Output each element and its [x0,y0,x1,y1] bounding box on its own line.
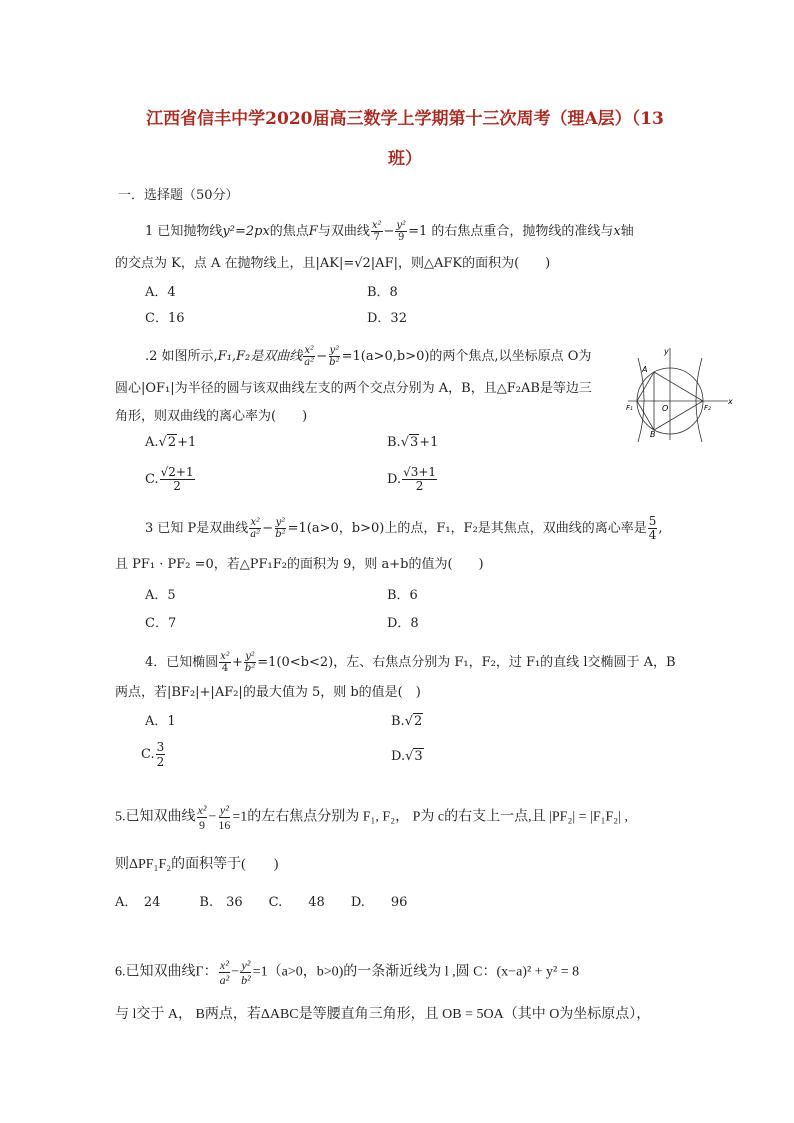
q2-line1: .2 如图所示,F₁,F₂是双曲线 $\frac{\text{x²}}{\text{a²}}$ − $\frac{\text{y²}}{\text{b²}}$ =1(a>0,b>0)的两个焦点,以坐标原点 O为 [145,345,592,368]
q1-option-d[interactable]: D．32 [367,311,407,326]
q3-line1: 3 已知 P是双曲线 $\frac{\text{x²}}{\text{a²}}$ − $\frac{\text{y²}}{\text{b²}}$ =1(a>0，b>0)上的点，F₁，F₂是其焦点，双曲线的离心率是 $\frac{5}{4}$ , [145,514,663,542]
label-a: A [642,365,648,374]
fraction: $\frac{\text{x²}}{7}$ [371,220,382,243]
fraction: $\frac{\text{y²}}{\text{b²}}$ [244,651,256,674]
q3-option-d[interactable]: D．8 [387,616,419,631]
q5-line2: 则ΔPF₁F₂的面积等于( ) [115,857,279,872]
q3-option-c[interactable]: C．7 [145,616,177,631]
fraction: $\frac{\text{y²}}{16}$ [218,803,231,832]
q2-option-b[interactable]: B.√3+1 [387,435,439,450]
fraction: $\frac{\text{x²}}{4}$ [220,651,230,674]
q5-options[interactable]: A． 24 B. 36 C. 48 D. 96 [115,895,408,910]
fraction: $\frac{5}{4}$ [648,514,657,542]
q4-option-d[interactable]: D.√3 [391,749,423,764]
q3-option-a[interactable]: A．5 [145,588,176,603]
q1-option-b[interactable]: B．8 [367,285,398,300]
q2-option-a[interactable]: A.√2+1 [145,435,197,450]
q4-option-c[interactable]: C. $\frac{3}{2}$ [141,740,165,769]
exam-title-line2: 班） [388,149,422,169]
fraction: $\frac{\text{y²}}{9}$ [396,220,407,243]
exam-title-line1: 江西省信丰中学2020届高三数学上学期第十三次周考（理A层）（13 [146,109,664,129]
q4-option-a[interactable]: A．1 [145,714,176,729]
section-heading: 一．选择题（50分） [118,188,239,203]
fraction: $\frac{\text{y²}}{\text{b²}}$ [275,517,286,540]
q4-line1: 4．已知椭圆 $\frac{\text{x²}}{4}$ + $\frac{\text{y²}}{\text{b²}}$ =1(0<b<2)，左、右焦点分别为 F₁，F₂，过 F₁的直线 l交椭圆于 A，B [145,651,676,674]
q1-option-a[interactable]: A．4 [145,285,176,300]
q2-option-c[interactable]: C. $\frac{√2+1}{2}$ [145,465,194,493]
q1-line2: 的交点为 K，点 A 在抛物线上，且|AK|=√2|AF|，则△AFK的面积为( ) [115,256,551,271]
q2-line3: 角形，则双曲线的离心率为( ) [115,409,308,424]
q2-line2: 圆心|OF₁|为半径的圆与该双曲线左支的两个交点分别为 A，B，且△F₂AB是等边三 [115,381,592,396]
label-f2: F₂ [704,404,711,412]
fraction: $\frac{\text{y²}}{\text{b²}}$ [329,345,340,368]
label-x: x [728,397,733,406]
q1-option-c[interactable]: C．16 [145,311,185,326]
label-f1: F₁ [626,404,633,412]
q4-option-b[interactable]: B.√2 [391,714,423,729]
q5-line1: 5.已知双曲线 $\frac{\text{x²}}{9}$ − $\frac{\text{y²}}{16}$ =1的左右焦点分别为 F₁, F₂， P为 c的右支上一点,且 |PF₂| = |F₁F₂| , [115,803,628,832]
fraction: $\frac{\text{x²}}{\text{a²}}$ [219,958,230,987]
q4-line2: 两点，若|BF₂|+|AF₂|的最大值为 5，则 b的值是( ) [115,685,421,700]
q3-option-b[interactable]: B．6 [387,588,418,603]
q3-line2: 且 PF₁ · PF₂ =0，若△PF₁F₂的面积为 9，则 a+b的值为( ) [115,557,484,572]
q6-line2: 与 l交于 A， B两点，若ΔABC是等腰直角三角形，且 OB = 5OA（其中 O为坐标原点）， [115,1007,651,1022]
fraction: $\frac{\text{x²}}{\text{a²}}$ [250,517,261,540]
q6-line1: 6.已知双曲线Γ： $\frac{\text{x²}}{\text{a²}}$ − $\frac{\text{y²}}{\text{b²}}$ =1（a>0，b>0)的一条渐近线为 l ,圆 C：(x−a)² + y² = 8 [115,958,580,987]
label-o: O [662,404,669,413]
fraction: $\frac{\text{y²}}{\text{b²}}$ [241,958,251,987]
label-y: y [664,347,669,356]
hyperbola-circle-figure [624,344,740,444]
q2-option-d[interactable]: D. $\frac{√3+1}{2}$ [387,465,437,493]
fraction: $\frac{\text{x²}}{\text{a²}}$ [304,345,315,368]
q1-line1: 1 已知抛物线y²=2px的焦点F与双曲线 $\frac{\text{x²}}{7}$ − $\frac{\text{y²}}{9}$ =1 的右焦点重合，抛物线的准线与x轴 [145,220,634,243]
label-b: B [650,430,656,439]
fraction: $\frac{\text{x²}}{9}$ [197,803,207,832]
